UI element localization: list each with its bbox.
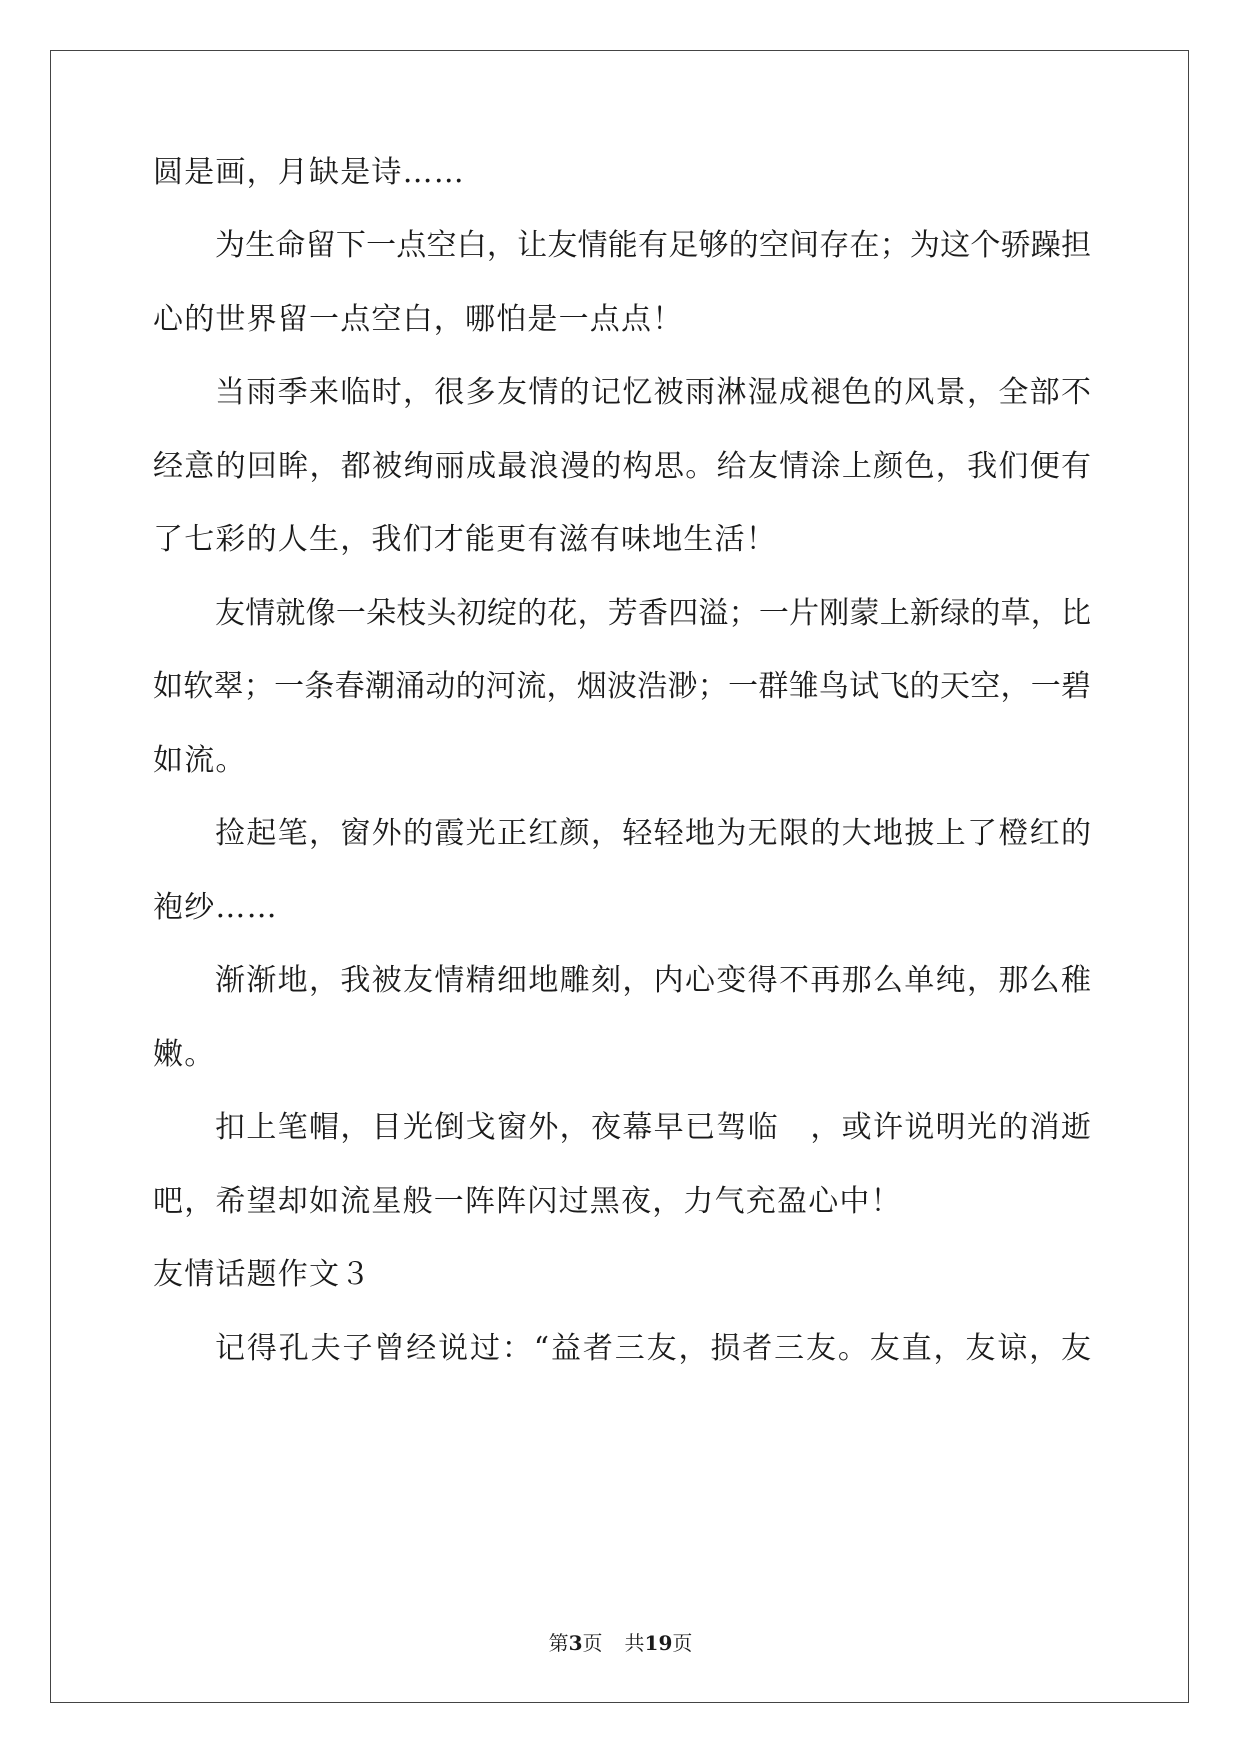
text-line-8: 如软翠；一条春潮涌动的河流，烟波浩渺；一群雏鸟试飞的天空，一碧 <box>153 669 1091 704</box>
text-line-2: 为生命留下一点空白，让友情能有足够的空间存在；为这个骄躁担 <box>215 228 1091 263</box>
footer-prefix: 第 <box>548 1631 569 1655</box>
section-heading: 友情话题作文３ <box>153 1257 372 1292</box>
footer-page-number: 3 <box>568 1631 583 1655</box>
footer-total-suffix: 页 <box>672 1631 693 1655</box>
text-line-1: 圆是画，月缺是诗…… <box>153 155 465 190</box>
text-line-13: 嫩。 <box>153 1037 216 1072</box>
text-line-7: 友情就像一朵枝头初绽的花，芳香四溢；一片刚蒙上新绿的草，比 <box>215 596 1091 631</box>
footer-total-prefix: 共 <box>624 1631 645 1655</box>
text-line-15: 吧，希望却如流星般一阵阵闪过黑夜，力气充盈心中！ <box>153 1184 902 1219</box>
text-line-12: 渐渐地，我被友情精细地雕刻，内心变得不再那么单纯，那么稚 <box>215 963 1091 998</box>
text-line-6: 了七彩的人生，我们才能更有滋有味地生活！ <box>153 522 777 557</box>
text-line-9: 如流。 <box>153 743 247 778</box>
text-line-4: 当雨季来临时，很多友情的记忆被雨淋湿成褪色的风景，全部不 <box>215 375 1091 410</box>
page-footer <box>0 1631 1241 1655</box>
text-line-5: 经意的回眸，都被绚丽成最浪漫的构思。给友情涂上颜色，我们便有 <box>153 449 1091 484</box>
text-line-11: 袍纱…… <box>153 890 278 925</box>
text-line-17: 记得孔夫子曾经说过：“益者三友，损者三友。友直，友谅，友 <box>215 1331 1091 1366</box>
text-line-14: 扣上笔帽，目光倒戈窗外，夜幕早已驾临 ，或许说明光的消逝 <box>215 1110 1091 1145</box>
footer-page-suffix: 页 <box>582 1631 603 1655</box>
text-line-10: 捡起笔，窗外的霞光正红颜，轻轻地为无限的大地披上了橙红的 <box>215 816 1091 851</box>
text-line-3: 心的世界留一点空白，哪怕是一点点！ <box>153 302 684 337</box>
footer-total-pages: 19 <box>644 1631 673 1655</box>
page-border <box>50 50 1189 1703</box>
